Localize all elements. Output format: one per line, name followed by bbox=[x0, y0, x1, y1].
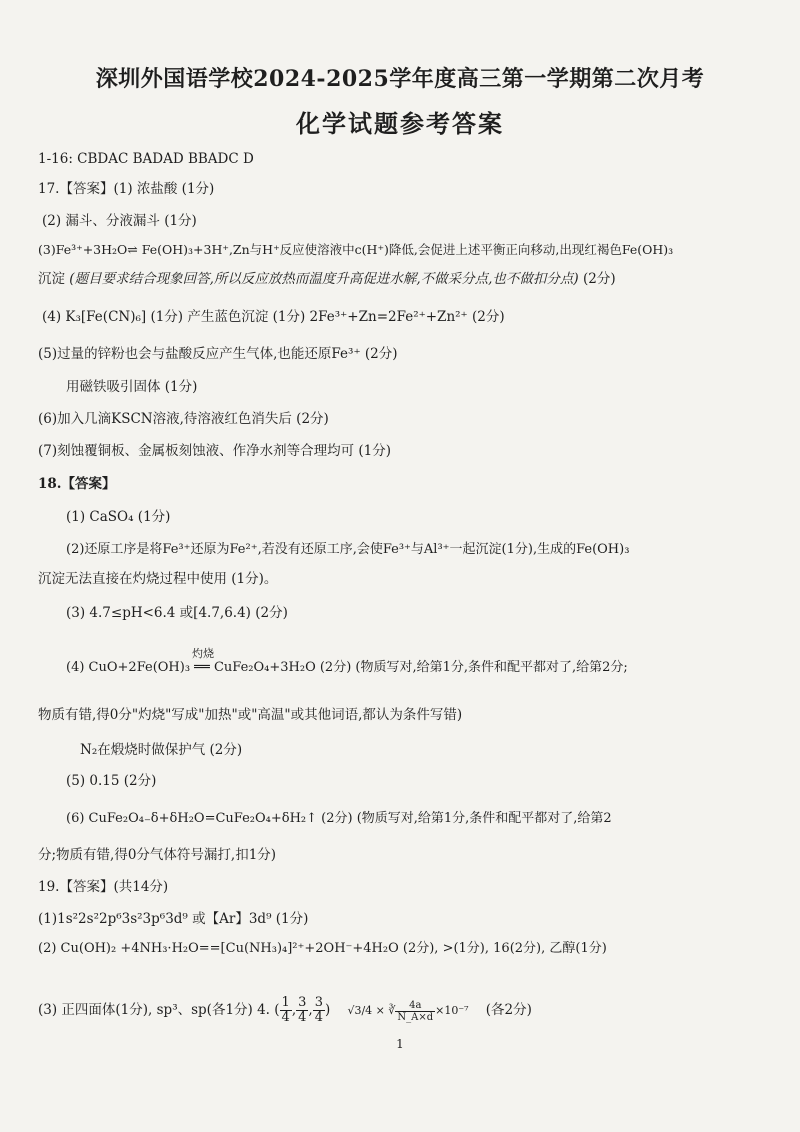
q18-condition: 灼烧 bbox=[192, 647, 214, 660]
answer-key-title: 化学试题参考答案 bbox=[296, 109, 504, 138]
q17-part3-cont bbox=[38, 270, 616, 288]
coord-y-fraction: $\frac{3}{4}$ bbox=[298, 995, 307, 1025]
q18-heading: 18.【答案】 bbox=[38, 476, 116, 492]
q18-part4-note: 物质有错,得0分"灼烧"写成"加热"或"高温"或其他词语,都认为条件写错) bbox=[38, 707, 463, 723]
distance-formula: √3/4 × ∛ $\frac{4a}{N\_A\times d}$ ×10⁻⁷ bbox=[347, 999, 469, 1023]
coords-sep1: , bbox=[291, 1002, 297, 1018]
q17-part3-word: 沉淀 bbox=[38, 271, 65, 287]
coord-x-fraction: $\frac{1}{4}$ bbox=[281, 995, 290, 1025]
q17-part2: (2) 漏斗、分液漏斗 (1分) bbox=[42, 213, 197, 229]
q18-part6-cont: 分;物质有错,得0分气体符号漏打,扣1分) bbox=[38, 847, 277, 863]
q19-heading: 19.【答案】(共14分) bbox=[38, 879, 169, 895]
q17-part3-score: (2分) bbox=[583, 271, 616, 287]
q17-part7: (7)刻蚀覆铜板、金属板刻蚀液、作净水剂等合理均可 (1分) bbox=[38, 443, 392, 459]
page-number: 1 bbox=[396, 1037, 404, 1051]
q18-part4-gas: N₂在煅烧时做保护气 (2分) bbox=[80, 742, 243, 758]
q18-part1: (1) CaSO₄ (1分) bbox=[66, 509, 171, 525]
q17-heading: 17.【答案】(1) 浓盐酸 (1分) bbox=[38, 181, 215, 197]
coords-open: ( bbox=[274, 1002, 280, 1018]
q19-part3 bbox=[38, 990, 532, 1031]
q19-part2: (2) Cu(OH)₂ +4NH₃·H₂O==[Cu(NH₃)₄]²⁺+2OH⁻+4H₂O (2分), >(1分), 16(2分), 乙醇(1分) bbox=[38, 941, 607, 956]
coords-close: ) bbox=[324, 1002, 331, 1018]
q17-part4: (4) K₃[Fe(CN)₆] (1分) 产生蓝色沉淀 (1分) 2Fe³⁺+Zn=2Fe²⁺+Zn²⁺ (2分) bbox=[42, 309, 505, 325]
q17-part3-note: (题目要求结合现象回答,所以反应放热而温度升高促进水解,不做采分点,也不做扣分点) bbox=[69, 271, 579, 287]
q19-part1: (1)1s²2s²2p⁶3s²3p⁶3d⁹ 或【Ar】3d⁹ (1分) bbox=[38, 911, 309, 927]
q19-part3-score: (各2分) bbox=[485, 1002, 532, 1018]
coord-z-fraction: $\frac{3}{4}$ bbox=[314, 995, 323, 1025]
q18-part4: (4) CuO+2Fe(OH)₃ ══ CuFe₂O₄+3H₂O (2分) (物质写对,给第1分,条件和配平都对了,给第2分; bbox=[66, 660, 628, 675]
coords-sep2: , bbox=[308, 1002, 313, 1018]
q18-part2: (2)还原工序是将Fe³⁺还原为Fe²⁺,若没有还原工序,会使Fe³⁺与Al³⁺一起沉淀(1分),生成的Fe(OH)₃ bbox=[66, 542, 630, 557]
q17-part5: (5)过量的锌粉也会与盐酸反应产生气体,也能还原Fe³⁺ (2分) bbox=[38, 346, 398, 362]
mc-answers: 1-16: CBDAC BADAD BBADC D bbox=[38, 151, 254, 167]
q18-part5: (5) 0.15 (2分) bbox=[66, 773, 157, 789]
q17-part6: (6)加入几滴KSCN溶液,待溶液红色消失后 (2分) bbox=[38, 411, 329, 427]
q18-part2-cont: 沉淀无法直接在灼烧过程中使用 (1分)。 bbox=[38, 571, 278, 587]
q18-part3: (3) 4.7≤pH<6.4 或[4.7,6.4) (2分) bbox=[66, 605, 288, 621]
exam-title: 深圳外国语学校2024-2025学年度高三第一学期第二次月考 bbox=[95, 66, 705, 92]
q17-part5-method: 用磁铁吸引固体 (1分) bbox=[66, 379, 198, 395]
q17-part3: (3)Fe³⁺+3H₂O⇌ Fe(OH)₃+3H⁺,Zn与H⁺反应使溶液中c(H⁺)降低,会促进上述平衡正向移动,出现红褐色Fe(OH)₃ bbox=[38, 242, 674, 257]
q19-part3-text: (3) 正四面体(1分), sp³、sp(各1分) 4. bbox=[38, 1002, 270, 1018]
q18-part6: (6) CuFe₂O₄₋δ+δH₂O=CuFe₂O₄+δH₂↑ (2分) (物质写对,给第1分,条件和配平都对了,给第2 bbox=[66, 811, 612, 826]
